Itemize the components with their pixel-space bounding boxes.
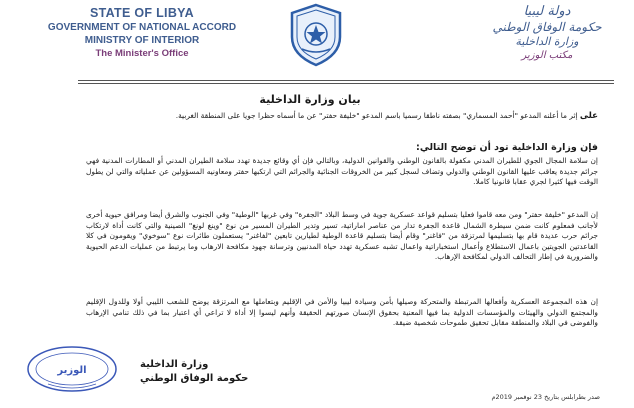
intro-paragraph — [86, 111, 598, 122]
point-2: إن المدعو "خليفة حفتر" ومن معه قاموا فعليا بتسليم قواعد عسكرية جوية في وسط البلاد "الجفرة" وفي غربها "الوطية" وفي الجنوب والشرق أيضا ومرافق حيوية أخرى لأجانب فمعلوم كانت ضمن سيطرة الشمال قاعدة الجفرة تدار من عناصر اماراتية، تسير وتدير الطيران المسير من نوع "وينغ لونغ" الصينية والتي كانت أداة لارتكاب جرائم حرب عديدة قام بها بتسليمها لمرتزقة من "فاغنر" وقام أيضا بتسليم قاعدة الوطية لطيارين تابعين "لفاغنر" يستعملون طائرات نوع "سوخوي" ويقومون في كلا القاعدتين الجويتين باعمال الاستطلاع وأعمال استخباراتية واعمال تشبه عسكرية تهدد حياة المدنيين وترسانة جهود مكافحة الارهاب وما يرتبط من عمليات الدعم الحيوية والضرورية في إطار التحالف الدولي لمكافحة الإرهاب. — [86, 210, 598, 262]
state-name-en: STATE OF LIBYA — [90, 6, 194, 20]
header-divider-thin — [78, 83, 614, 84]
intro-lead-word: على — [579, 111, 598, 121]
point-3: إن هذه المجموعة العسكرية وأفعالها المرتبطة والمتحركة وصيلها بأمن وسيادة ليبيا والأمن في الإقليم وبتعاملها مع المرتزقة يوضح للشعب الليبي أولا وللدول الإقليم والمجتمع الدولي والهيئات والمؤسسات الدولية بما فيها المعنية بحقوق الإنسان صورتهم الحقيقة وأنهم ليسوا إلا أداة لا تراعي أي اعتبار بما في ذلك تنامي الإرهاب والفوضى في البلاد والمنطقة مقابل تحقيق طموحات شخصية ضيقة. — [86, 297, 598, 328]
ministry-name-ar: وزارة الداخلية — [515, 35, 579, 48]
office-name-en: The Minister's Office — [95, 48, 189, 59]
ministry-name-en: MINISTRY OF INTERIOR — [84, 35, 200, 46]
issue-date: صدر بطرابلس بتاريخ 23 نوفمبر 2019م — [491, 393, 600, 401]
point-1: إن سلامة المجال الجوي للطيران المدني مكفولة بالقانون الوطني والقوانين الدولية، وبالتالي فإن أي وقائع جديدة تهدد سلامة الطيران المدني أو المطارات المدنية فهي جرائم جديدة يعاقب عليها القانون الوطني والدولي وتضاف لسجل كبير من الخروقات الجنائية والجرائم التي ارتكبها حفتر ومعاونيه المسؤولين عن عملياته والتي لن يطول الوقت فيها كثيرا لجري عقابا قانونيا كاملا. — [86, 156, 598, 187]
header-divider — [78, 80, 614, 81]
signature-government: حكومة الوفاق الوطني — [140, 373, 249, 384]
intro-text: إثر ما أعلنه المدعو "أحمد المسماري" بصفته ناطقا رسميا باسم المدعو "خليفة حفتر" عن ما أسماه حظرا جويا على المنطقة الغربية. — [175, 111, 578, 120]
letterhead-english — [42, 6, 242, 61]
stamp-text: الوزير — [57, 365, 87, 376]
state-name-ar: دولة ليبيا — [523, 4, 571, 19]
official-stamp-icon — [18, 344, 126, 394]
office-name-ar: مكتب الوزير — [521, 50, 573, 61]
document-title: بيان وزارة الداخلية — [259, 93, 361, 106]
letterhead-arabic — [482, 4, 612, 62]
ministry-emblem-icon — [288, 3, 344, 67]
signature-block — [140, 358, 290, 386]
subheading: فإن وزارة الداخلية تود أن توضح التالي: — [416, 142, 598, 153]
government-name-en: GOVERNMENT OF NATIONAL ACCORD — [47, 22, 237, 33]
signature-ministry: وزارة الداخلية — [140, 359, 209, 370]
government-name-ar: حكومة الوفاق الوطني — [492, 20, 602, 34]
